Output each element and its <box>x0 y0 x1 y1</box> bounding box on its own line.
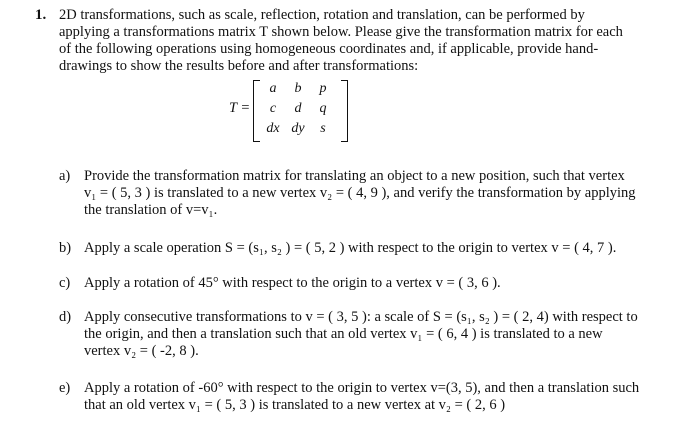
intro-line: drawings to show the results before and after transformations: <box>59 58 419 74</box>
matrix-cell: dy <box>291 121 305 136</box>
question-intro <box>59 7 689 75</box>
matrix-cell: q <box>319 101 327 116</box>
matrix-label: T = <box>229 100 251 116</box>
matrix-cell: p <box>319 81 327 96</box>
part-line: the origin, and then a translation such that an old vertex v₁ = ( 6, 4 ) is translated to a new <box>84 326 603 342</box>
matrix-cell: c <box>269 101 277 116</box>
intro-line: of the following operations using homogeneous coordinates and, if applicable, provide hand- <box>59 41 599 57</box>
part-line: Apply a rotation of 45° with respect to the origin to a vertex v = ( 3, 6 ). <box>84 275 501 291</box>
part-line: vertex v₂ = ( -2, 8 ). <box>84 343 199 359</box>
part-line: Apply a scale operation S = (s₁, s₂ ) = ( 5, 2 ) with respect to the origin to vertex v = ( 4, 7 ). <box>84 240 617 256</box>
intro-line: 2D transformations, such as scale, reflection, rotation and translation, can be performed by <box>59 7 585 23</box>
matrix-cell: d <box>294 101 302 116</box>
part-line: that an old vertex v₁ = ( 5, 3 ) is translated to a new vertex at v₂ = ( 2, 6 ) <box>84 397 506 413</box>
matrix-cell: s <box>320 121 326 136</box>
intro-line: applying a transformations matrix T shown below. Please give the transformation matrix for each <box>59 24 623 40</box>
part-line: the translation of v=v₁. <box>84 202 218 218</box>
question-number: 1. <box>35 7 47 23</box>
part-line: Provide the transformation matrix for translating an object to a new position, such that vertex <box>84 168 625 184</box>
matrix-left-bracket <box>253 80 260 142</box>
part-line: Apply consecutive transformations to v = ( 3, 5 ): a scale of S = (s₁, s₂ ) = ( 2, 4) with respect to <box>84 309 638 325</box>
part-line: v₁ = ( 5, 3 ) is translated to a new vertex v₂ = ( 4, 9 ), and verify the transformation by applying <box>84 185 636 201</box>
part-letter: b) <box>59 240 72 256</box>
matrix-cell: a <box>269 81 277 96</box>
matrix-cell: dx <box>266 121 280 136</box>
matrix-right-bracket <box>341 80 348 142</box>
part-letter: a) <box>59 168 71 184</box>
part-letter: c) <box>59 275 71 291</box>
part-line: Apply a rotation of -60° with respect to the origin to vertex v=(3, 5), and then a translation such <box>84 380 640 396</box>
part-letter: d) <box>59 309 72 325</box>
part-letter: e) <box>59 380 71 396</box>
matrix-cell: b <box>294 81 302 96</box>
